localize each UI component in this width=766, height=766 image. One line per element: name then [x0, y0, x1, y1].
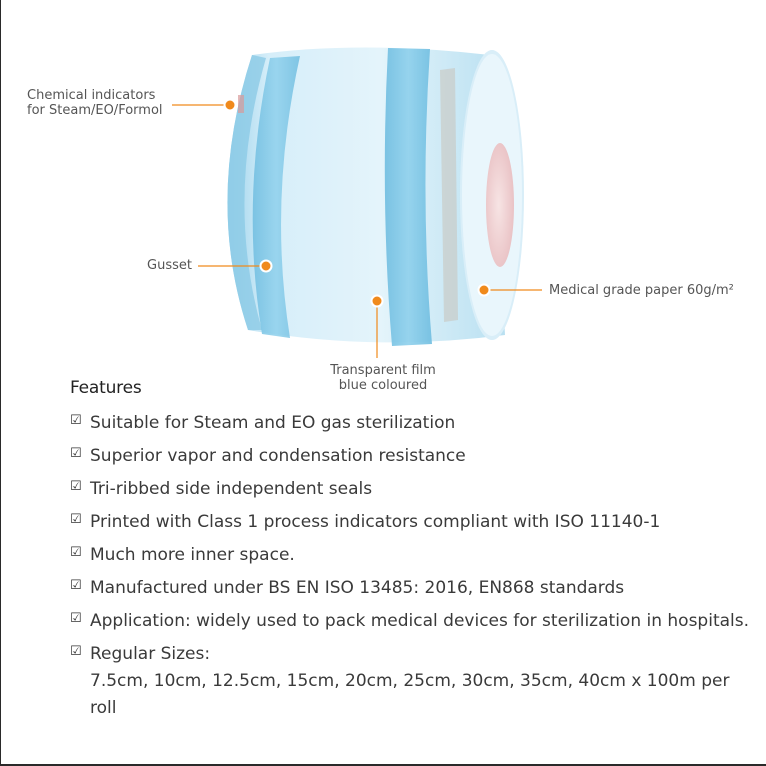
feature-text: Suitable for Steam and EO gas sterilization: [90, 413, 456, 433]
callout-film-line2: blue coloured: [338, 378, 428, 393]
feature-item: [70, 410, 750, 437]
feature-text: Superior vapor and condensation resistance: [90, 446, 466, 466]
feature-item: [70, 608, 750, 635]
feature-item: [70, 509, 750, 536]
feature-text: Regular Sizes:: [90, 644, 211, 664]
feature-text: Printed with Class 1 process indicators compliant with ISO 11140-1: [90, 512, 661, 532]
callout-chemical-indicators: [27, 88, 163, 118]
regular-sizes-list: 7.5cm, 10cm, 12.5cm, 15cm, 20cm, 25cm, 30cm, 35cm, 40cm x 100m per roll: [90, 671, 730, 718]
feature-item: [70, 641, 750, 722]
checkbox-icon: ☑: [70, 413, 82, 428]
checkbox-icon: ☑: [70, 479, 82, 494]
feature-text: Application: widely used to pack medical devices for sterilization in hospitals.: [90, 611, 750, 631]
checkbox-icon: ☑: [70, 545, 82, 560]
feature-text: Tri-ribbed side independent seals: [90, 479, 373, 499]
checkbox-icon: ☑: [70, 578, 82, 593]
checkbox-icon: ☑: [70, 512, 82, 527]
callout-chemical-line2: for Steam/EO/Formol: [27, 103, 163, 118]
callout-chemical-line1: Chemical indicators: [27, 88, 156, 103]
checkbox-icon: ☑: [70, 446, 82, 461]
callout-film-line1: Transparent film: [330, 363, 436, 378]
features-title: Features: [70, 378, 142, 398]
feature-text: Much more inner space.: [90, 545, 295, 565]
callout-medical-paper: Medical grade paper 60g/m²: [549, 283, 734, 298]
feature-text-group: [90, 641, 750, 722]
callout-gusset: Gusset: [147, 258, 192, 273]
checkbox-icon: ☑: [70, 644, 82, 659]
feature-item: [70, 443, 750, 470]
feature-item: [70, 476, 750, 503]
feature-text: Manufactured under BS EN ISO 13485: 2016, EN868 standards: [90, 578, 625, 598]
feature-item: [70, 575, 750, 602]
feature-item: [70, 542, 750, 569]
features-section: [70, 378, 750, 728]
checkbox-icon: ☑: [70, 611, 82, 626]
